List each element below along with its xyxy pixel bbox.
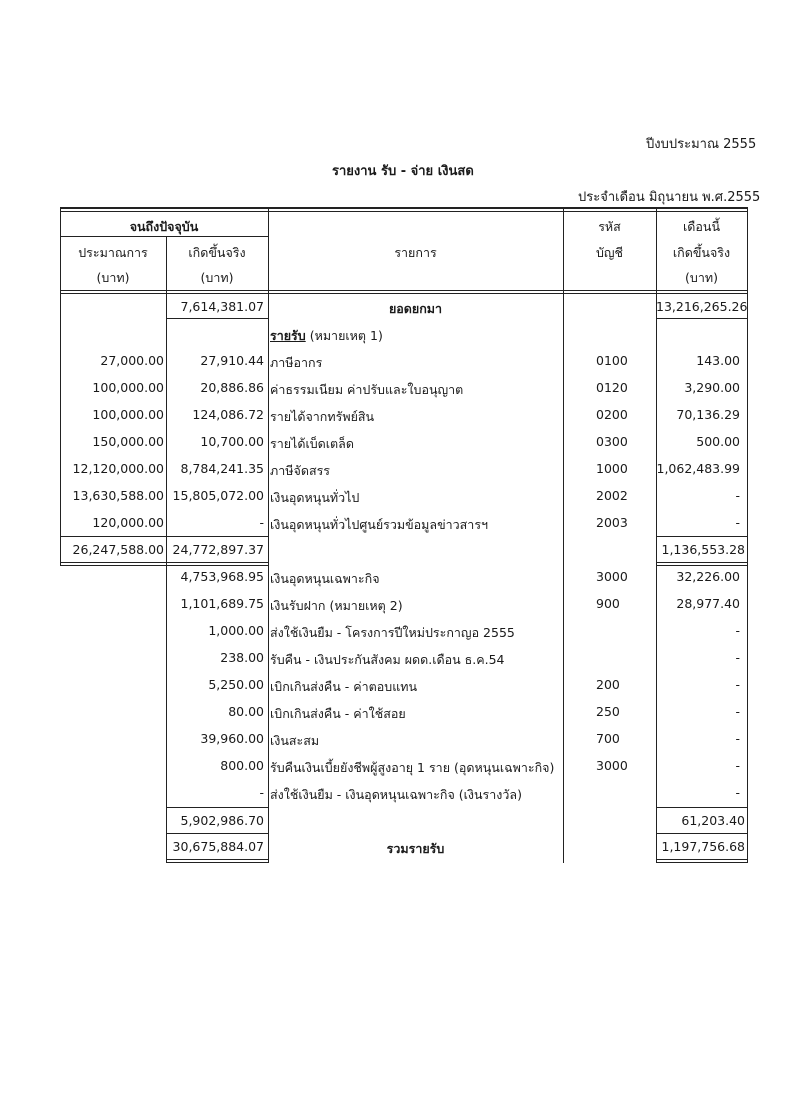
row-estimate: 13,630,588.00	[72, 488, 164, 503]
row-actual: 15,805,072.00	[172, 488, 264, 503]
row-month: 28,977.40	[676, 596, 740, 611]
row-actual: 8,784,241.35	[180, 461, 264, 476]
row-month: -	[735, 758, 740, 773]
row-item: เงินรับฝาก (หมายเหตุ 2)	[270, 598, 403, 613]
row-actual: 80.00	[228, 704, 264, 719]
row-estimate: 27,000.00	[100, 353, 164, 368]
subtotal1-month: 1,136,553.28	[661, 542, 745, 557]
row-actual: 1,101,689.75	[180, 596, 264, 611]
carry-actual: 7,614,381.07	[180, 299, 264, 314]
row-item: รับคืนเงินเบี้ยยังชีพผู้สูงอายุ 1 ราย (อุดหนุนเฉพาะกิจ)	[270, 760, 555, 775]
header-estimate: ประมาณการ	[78, 245, 148, 260]
row-month: -	[735, 488, 740, 503]
row-code: 2002	[596, 488, 628, 503]
row-estimate: 100,000.00	[92, 407, 164, 422]
row-item: ส่งใช้เงินยืม - โครงการปีใหม่ประกาญอ 2555	[270, 625, 515, 640]
row-item: เบิกเกินส่งคืน - ค่าใช้สอย	[270, 706, 406, 721]
subtotal2-actual: 5,902,986.70	[180, 813, 264, 828]
row-item: รับคืน - เงินประกันสังคม ผดด.เดือน ธ.ค.54	[270, 652, 505, 667]
row-month: -	[735, 677, 740, 692]
row-item: เงินอุดหนุนทั่วไป	[270, 490, 360, 505]
row-month: 1,062,483.99	[656, 461, 740, 476]
income-heading-label: รายรับ	[270, 328, 306, 343]
row-month: -	[735, 731, 740, 746]
row-month: 32,226.00	[676, 569, 740, 584]
row-actual: -	[259, 785, 264, 800]
row-code: 0100	[596, 353, 628, 368]
row-month: 3,290.00	[684, 380, 740, 395]
row-actual: -	[259, 515, 264, 530]
row-code: 3000	[596, 758, 628, 773]
row-actual: 124,086.72	[192, 407, 264, 422]
header-actual: เกิดขึ้นจริง	[188, 245, 246, 260]
row-item: เงินอุดหนุนทั่วไปศูนย์รวมข้อมูลข่าวสารฯ	[270, 517, 489, 532]
row-estimate: 12,120,000.00	[72, 461, 164, 476]
row-code: 0200	[596, 407, 628, 422]
row-item: ค่าธรรมเนียม ค่าปรับและใบอนุญาต	[270, 382, 464, 397]
row-code: 1000	[596, 461, 628, 476]
report-period: ประจำเดือน มิถุนายน พ.ศ.2555	[578, 190, 761, 205]
row-month: 500.00	[696, 434, 740, 449]
row-actual: 5,250.00	[208, 677, 264, 692]
header-code-2: บัญชี	[595, 245, 624, 260]
income-heading-note: (หมายเหตุ 1)	[309, 328, 383, 343]
total-actual: 30,675,884.07	[172, 839, 264, 854]
row-month: -	[735, 785, 740, 800]
row-estimate: 120,000.00	[92, 515, 164, 530]
fiscal-year: ปีงบประมาณ 2555	[646, 137, 757, 152]
row-code: 250	[596, 704, 620, 719]
row-actual: 39,960.00	[200, 731, 264, 746]
header-month-2: เกิดขึ้นจริง	[672, 245, 731, 260]
row-code: 0300	[596, 434, 628, 449]
row-actual: 238.00	[220, 650, 264, 665]
row-code: 2003	[596, 515, 628, 530]
row-estimate: 100,000.00	[92, 380, 164, 395]
row-item: ภาษีจัดสรร	[270, 463, 330, 478]
row-code: 900	[596, 596, 620, 611]
header-baht-estimate: (บาท)	[96, 270, 130, 285]
header-month-1: เดือนนี้	[683, 219, 720, 234]
total-label: รวมรายรับ	[386, 841, 445, 856]
row-month: -	[735, 623, 740, 638]
income-heading	[270, 326, 383, 346]
subtotal2-month: 61,203.40	[681, 813, 745, 828]
carry-month: 13,216,265.26	[656, 299, 748, 314]
header-to-date: จนถึงปัจจุบัน	[129, 219, 199, 234]
header-baht-actual: (บาท)	[200, 270, 234, 285]
subtotal1-estimate: 26,247,588.00	[72, 542, 164, 557]
row-item: เงินสะสม	[270, 733, 320, 748]
row-code: 0120	[596, 380, 628, 395]
row-month: 143.00	[696, 353, 740, 368]
report-title: รายงาน รับ - จ่าย เงินสด	[332, 164, 474, 179]
row-actual: 10,700.00	[200, 434, 264, 449]
row-item: รายได้เบ็ดเตล็ด	[270, 436, 354, 451]
row-month: -	[735, 515, 740, 530]
row-code: 200	[596, 677, 620, 692]
carry-label: ยอดยกมา	[388, 301, 443, 316]
row-month: -	[735, 650, 740, 665]
row-actual: 4,753,968.95	[180, 569, 264, 584]
subtotal1-actual: 24,772,897.37	[172, 542, 264, 557]
header-item: รายการ	[394, 245, 437, 260]
row-code: 3000	[596, 569, 628, 584]
row-month: -	[735, 704, 740, 719]
row-actual: 1,000.00	[208, 623, 264, 638]
row-item: ส่งใช้เงินยืม - เงินอุดหนุนเฉพาะกิจ (เงินรางวัล)	[270, 787, 522, 802]
row-item: เบิกเกินส่งคืน - ค่าตอบแทน	[270, 679, 418, 694]
row-item: รายได้จากทรัพย์สิน	[270, 409, 375, 424]
row-actual: 20,886.86	[200, 380, 264, 395]
row-actual: 800.00	[220, 758, 264, 773]
row-month: 70,136.29	[676, 407, 740, 422]
header-code-1: รหัส	[598, 219, 621, 234]
row-code: 700	[596, 731, 620, 746]
row-actual: 27,910.44	[200, 353, 264, 368]
total-month: 1,197,756.68	[661, 839, 745, 854]
row-item: ภาษีอากร	[270, 355, 323, 370]
row-estimate: 150,000.00	[92, 434, 164, 449]
header-baht-month: (บาท)	[685, 270, 718, 285]
row-item: เงินอุดหนุนเฉพาะกิจ	[270, 571, 380, 586]
